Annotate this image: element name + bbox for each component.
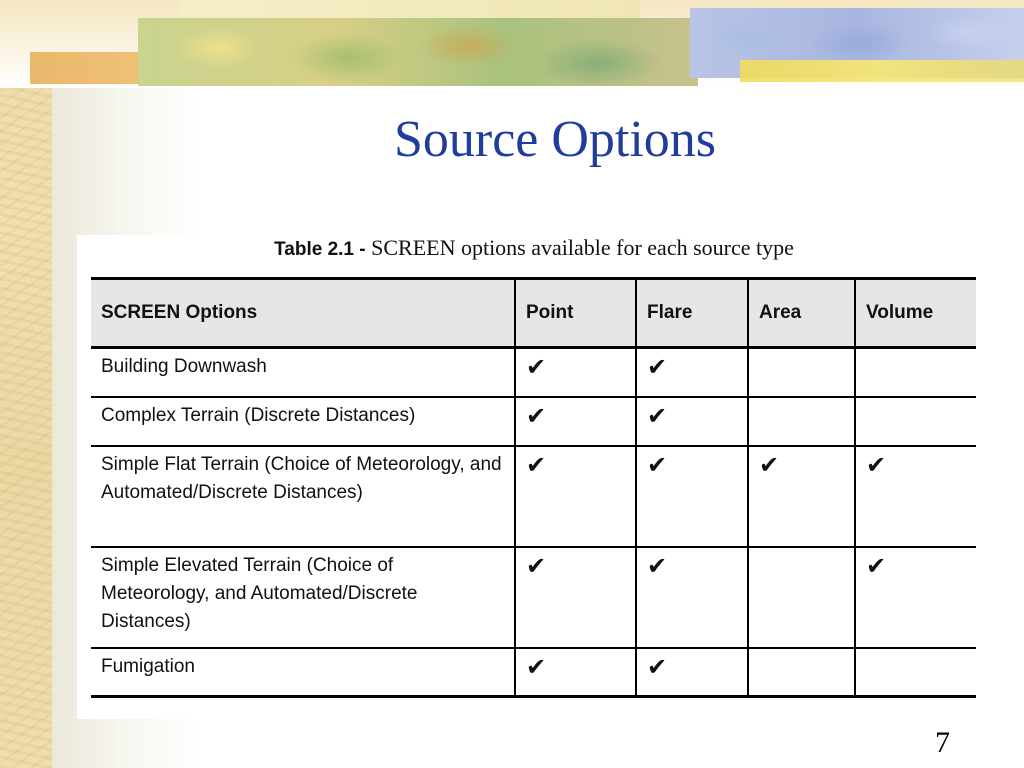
- caption-label: Table 2.1 -: [274, 239, 366, 260]
- page-number: 7: [935, 726, 950, 759]
- point-cell: [515, 397, 636, 446]
- checkmark-icon: ✔: [647, 402, 668, 430]
- area-cell: [748, 397, 855, 446]
- flare-cell: [636, 397, 748, 446]
- slide-title: Source Options: [393, 111, 717, 168]
- header-screen-options: SCREEN Options: [91, 279, 515, 348]
- header-flare: Flare: [636, 279, 748, 348]
- table-row: [91, 547, 976, 648]
- banner-leaves-image: [138, 18, 698, 86]
- volume-cell: [855, 348, 976, 398]
- checkmark-icon: ✔: [647, 451, 668, 479]
- point-cell: [515, 348, 636, 398]
- banner-yellow-band: [740, 60, 1024, 82]
- table-row: [91, 348, 976, 398]
- checkmark-icon: ✔: [647, 552, 668, 580]
- flare-cell: [636, 348, 748, 398]
- volume-cell: [855, 446, 976, 547]
- option-cell: Building Downwash: [91, 348, 515, 398]
- header-point: Point: [515, 279, 636, 348]
- checkmark-icon: ✔: [866, 451, 887, 479]
- area-cell: [748, 547, 855, 648]
- option-cell: Complex Terrain (Discrete Distances): [91, 397, 515, 446]
- table-row: [91, 648, 976, 697]
- flare-cell: [636, 648, 748, 697]
- header-area: Area: [748, 279, 855, 348]
- checkmark-icon: ✔: [759, 451, 780, 479]
- volume-cell: [855, 547, 976, 648]
- point-cell: [515, 446, 636, 547]
- flare-cell: [636, 547, 748, 648]
- volume-cell: [855, 397, 976, 446]
- area-cell: [748, 348, 855, 398]
- table-header-row: [91, 279, 976, 348]
- header-volume: Volume: [855, 279, 976, 348]
- option-cell: Simple Elevated Terrain (Choice of Meteorology, and Automated/Discrete Distances): [91, 547, 515, 648]
- checkmark-icon: ✔: [526, 451, 547, 479]
- table-panel: [77, 235, 991, 719]
- decorative-banner: [0, 0, 1024, 88]
- option-cell: Simple Flat Terrain (Choice of Meteorology, and Automated/Discrete Distances): [91, 446, 515, 547]
- caption-text: SCREEN options available for each source type: [365, 235, 794, 260]
- checkmark-icon: ✔: [526, 552, 547, 580]
- table-row: [91, 397, 976, 446]
- checkmark-icon: ✔: [526, 653, 547, 681]
- point-cell: [515, 547, 636, 648]
- flare-cell: [636, 446, 748, 547]
- checkmark-icon: ✔: [647, 353, 668, 381]
- options-table: [91, 277, 976, 698]
- checkmark-icon: ✔: [526, 353, 547, 381]
- area-cell: [748, 648, 855, 697]
- checkmark-icon: ✔: [526, 402, 547, 430]
- point-cell: [515, 648, 636, 697]
- table-row: [91, 446, 976, 547]
- checkmark-icon: ✔: [647, 653, 668, 681]
- volume-cell: [855, 648, 976, 697]
- table-caption: [77, 235, 991, 261]
- checkmark-icon: ✔: [866, 552, 887, 580]
- area-cell: [748, 446, 855, 547]
- option-cell: Fumigation: [91, 648, 515, 697]
